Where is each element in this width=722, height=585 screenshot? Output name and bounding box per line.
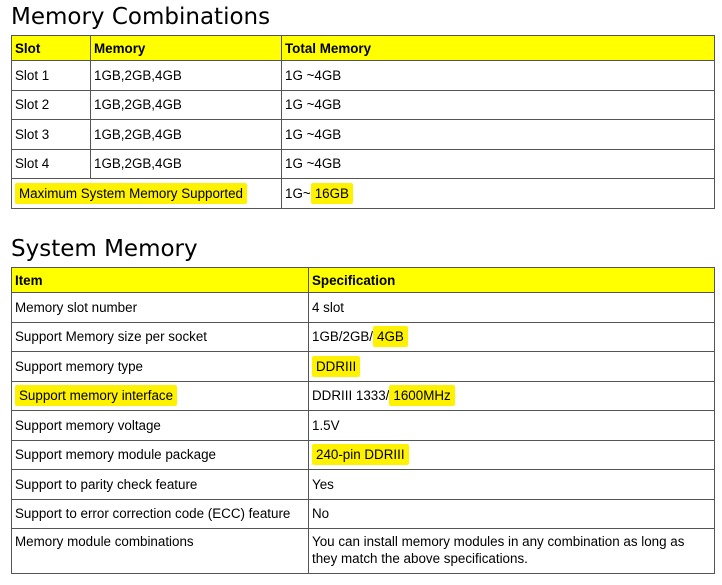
table-row [12,529,715,574]
max-memory-row [12,179,715,209]
table-row [12,411,715,441]
max-memory-label: Maximum System Memory Supported [15,183,247,204]
system-memory-title: System Memory [11,236,198,262]
table-row [12,149,715,179]
memory-cell: 1GB,2GB,4GB [91,90,282,120]
spec-cell: You can install memory modules in any combination as long as they match the above specifications. [309,529,715,574]
spec-cell [309,352,715,382]
max-memory-value-cell [282,179,715,209]
table-row [12,61,715,91]
total-memory-cell: 1G ~4GB [282,90,715,120]
table-header-row [12,36,715,61]
total-memory-cell: 1G ~4GB [282,61,715,91]
spec-highlight: 240-pin DDRIII [312,444,409,465]
spec-cell [309,381,715,411]
item-cell: Memory module combinations [12,529,309,574]
table-header-row [12,268,715,293]
slot-cell: Slot 2 [12,90,91,120]
table-row [12,293,715,323]
memory-cell: 1GB,2GB,4GB [91,61,282,91]
slot-cell: Slot 1 [12,61,91,91]
spec-highlight: DDRIII [312,356,360,377]
column-header-memory: Memory [91,36,282,61]
spec-cell: 1.5V [309,411,715,441]
memory-cell: 1GB,2GB,4GB [91,149,282,179]
spec-prefix: DDRIII 1333/ [312,388,390,404]
table-row [12,90,715,120]
table-row [12,120,715,150]
max-memory-label-cell [12,179,282,209]
max-memory-value-prefix: 1G~ [285,185,311,201]
item-cell: Support to parity check feature [12,470,309,500]
spec-cell [309,440,715,470]
table-row [12,352,715,382]
slot-cell: Slot 3 [12,120,91,150]
table-row [12,499,715,529]
spec-prefix: 1GB/2GB/ [312,329,374,345]
spec-cell: No [309,499,715,529]
item-cell: Support memory voltage [12,411,309,441]
slot-cell: Slot 4 [12,149,91,179]
column-header-slot: Slot [12,36,91,61]
column-header-total-memory: Total Memory [282,36,715,61]
table-row [12,322,715,352]
table-row [12,470,715,500]
system-memory-table [11,267,715,574]
spec-cell: 4 slot [309,293,715,323]
total-memory-cell: 1G ~4GB [282,120,715,150]
spec-highlight: 4GB [373,326,408,347]
item-cell [12,381,309,411]
max-memory-value-highlight: 16GB [311,183,353,204]
item-cell: Memory slot number [12,293,309,323]
column-header-specification: Specification [309,268,715,293]
spec-highlight: 1600MHz [389,385,454,406]
item-cell: Support Memory size per socket [12,322,309,352]
item-cell: Support to error correction code (ECC) feature [12,499,309,529]
item-highlight: Support memory interface [15,385,177,406]
memory-combinations-title: Memory Combinations [11,4,271,30]
item-cell: Support memory module package [12,440,309,470]
memory-cell: 1GB,2GB,4GB [91,120,282,150]
spec-cell: Yes [309,470,715,500]
spec-cell [309,322,715,352]
total-memory-cell: 1G ~4GB [282,149,715,179]
memory-combinations-table [11,35,715,209]
table-row [12,381,715,411]
column-header-item: Item [12,268,309,293]
item-cell: Support memory type [12,352,309,382]
table-row [12,440,715,470]
